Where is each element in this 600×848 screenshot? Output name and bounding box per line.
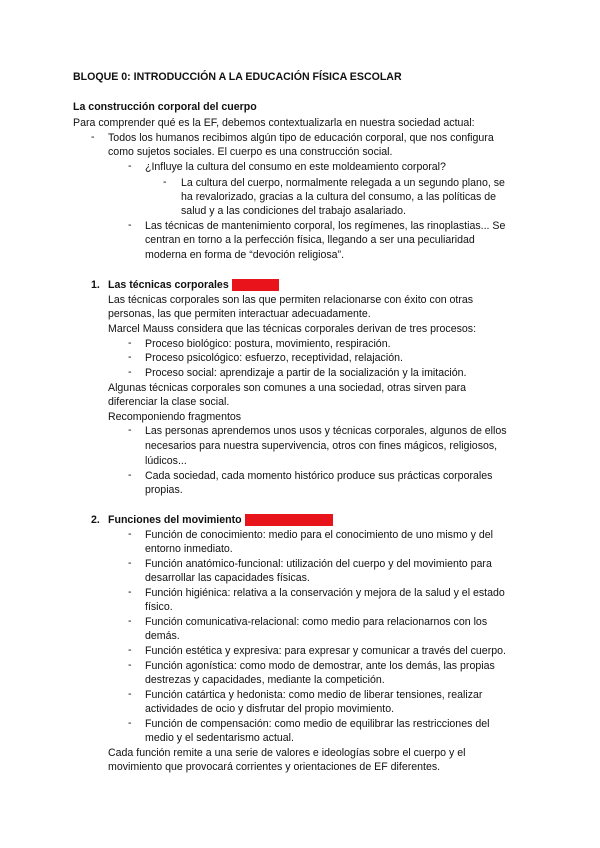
bullet-dash: - <box>163 176 167 188</box>
list-item: ¿Influye la cultura del consumo en este moldeamiento corporal? <box>145 161 446 173</box>
list-item: Proceso psicológico: esfuerzo, receptividad, relajación. <box>145 352 403 364</box>
bullet-dash: - <box>128 219 132 231</box>
list-item: salud y a las condiciones del trabajo asalariado. <box>181 205 406 217</box>
bullet-dash: - <box>128 717 132 729</box>
paragraph: diferenciar la clase social. <box>108 396 230 408</box>
list-item: propias. <box>145 484 183 496</box>
section-heading-text: Funciones del movimiento <box>108 514 242 526</box>
section-number: 2. <box>91 514 100 526</box>
section-heading <box>108 278 279 292</box>
bullet-dash: - <box>128 424 132 436</box>
list-item: Función estética y expresiva: para expresar y comunicar a través del cuerpo. <box>145 645 506 657</box>
paragraph: movimiento que provocará corrientes y orientaciones de EF diferentes. <box>108 761 441 773</box>
section-heading-text: Las técnicas corporales <box>108 279 229 291</box>
list-item: destrezas y capacidades, mediante la competición. <box>145 674 385 686</box>
list-item: Cada sociedad, cada momento histórico produce sus prácticas corporales <box>145 470 493 482</box>
section-number: 1. <box>91 279 100 291</box>
list-item: ha revalorizado, gracias a la cultura del consumo, a las políticas de <box>181 191 497 203</box>
list-item: lúdicos... <box>145 455 187 467</box>
bullet-dash: - <box>128 615 132 627</box>
bullet-dash: - <box>128 586 132 598</box>
list-item: Función comunicativa-relacional: como medio para relacionarnos con los <box>145 616 488 628</box>
exam-tag-highlight: EXAMEN <box>232 279 278 291</box>
list-item: moderna en forma de “devoción religiosa”. <box>145 249 345 261</box>
list-item: necesarios para nuestra supervivencia, otros con fines mágicos, religiosos, <box>145 440 498 452</box>
bullet-dash: - <box>128 160 132 172</box>
list-item: La cultura del cuerpo, normalmente relegada a un segundo plano, se <box>181 177 505 189</box>
list-item: Función de compensación: como medio de equilibrar las restricciones del <box>145 718 490 730</box>
list-item: Proceso social: aprendizaje a partir de la socialización y la imitación. <box>145 367 467 379</box>
bullet-dash: - <box>128 351 132 363</box>
list-item: Función de conocimiento: medio para el conocimiento de uno mismo y del <box>145 529 494 541</box>
paragraph: Cada función remite a una serie de valores e ideologías sobre el cuerpo y el <box>108 747 466 759</box>
bullet-dash: - <box>128 528 132 540</box>
paragraph: Marcel Mauss considera que las técnicas corporales derivan de tres procesos: <box>108 323 477 335</box>
list-item: Las técnicas de mantenimiento corporal, los regímenes, las rinoplastias... Se <box>145 220 506 232</box>
bullet-dash: - <box>128 688 132 700</box>
paragraph: Recomponiendo fragmentos <box>108 411 242 423</box>
bullet-dash: - <box>128 644 132 656</box>
list-item: entorno inmediato. <box>145 543 233 555</box>
list-item: Función agonística: como modo de demostrar, ante los demás, las propias <box>145 660 495 672</box>
document-title: BLOQUE 0: INTRODUCCIÓN A LA EDUCACIÓN FÍSICA ESCOLAR <box>73 71 402 83</box>
exam-tag-highlight: EXAMEN HECHO <box>245 514 333 526</box>
bullet-dash: - <box>128 659 132 671</box>
list-item: medio y el sedentarismo actual. <box>145 732 294 744</box>
list-item: desarrollar las capacidades físicas. <box>145 572 310 584</box>
bullet-dash: - <box>128 337 132 349</box>
list-item: Proceso biológico: postura, movimiento, respiración. <box>145 338 391 350</box>
list-item: Función anatómico-funcional: utilización del cuerpo y del movimiento para <box>145 558 492 570</box>
list-item: como sujetos sociales. El cuerpo es una construcción social. <box>108 146 393 158</box>
paragraph: Algunas técnicas corporales son comunes a una sociedad, otras sirven para <box>108 382 467 394</box>
list-item: centran en torno a la perfección física, llegando a ser una peculiaridad <box>145 234 475 246</box>
paragraph: personas, las que permiten interactuar adecuadamente. <box>108 308 371 320</box>
bullet-dash: - <box>128 469 132 481</box>
paragraph: Las técnicas corporales son las que permiten relacionarse con éxito con otras <box>108 294 474 306</box>
list-item: Función higiénica: relativa a la conservación y mejora de la salud y el estado <box>145 587 505 599</box>
section-heading: La construcción corporal del cuerpo <box>73 101 257 113</box>
list-item: demás. <box>145 630 180 642</box>
list-item: actividades de ocio y disfrutar del propio movimiento. <box>145 703 395 715</box>
section-heading <box>108 513 333 527</box>
list-item: Todos los humanos recibimos algún tipo de educación corporal, que nos configura <box>108 132 494 144</box>
bullet-dash: - <box>128 557 132 569</box>
list-item: Función catártica y hedonista: como medio de liberar tensiones, realizar <box>145 689 483 701</box>
list-item: Las personas aprendemos unos usos y técnicas corporales, algunos de ellos <box>145 425 507 437</box>
paragraph: Para comprender qué es la EF, debemos contextualizarla en nuestra sociedad actual: <box>73 117 475 129</box>
bullet-dash: - <box>128 366 132 378</box>
bullet-dash: - <box>91 131 95 143</box>
list-item: físico. <box>145 601 173 613</box>
